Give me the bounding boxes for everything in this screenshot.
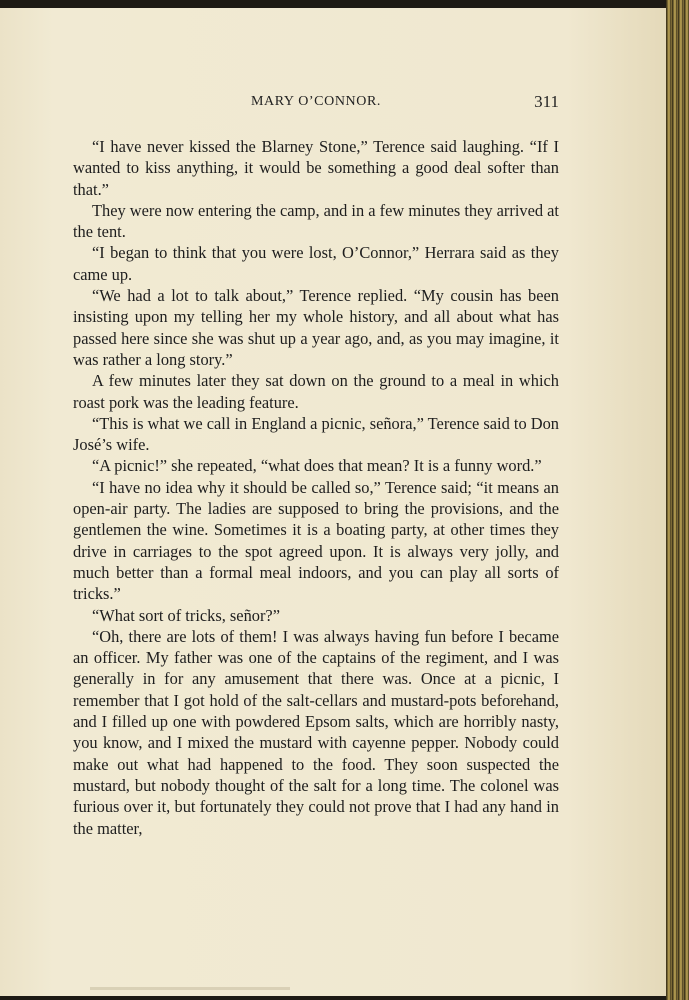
book-page-edges bbox=[666, 0, 689, 1000]
paragraph: “We had a lot to talk about,” Terence replied. “My cousin has been insisting upon my telling her my whole history, and all about what has passed here since she was shut up a year ago, and, as you may imagine, it was rather a long story.” bbox=[73, 286, 559, 369]
paragraph: “This is what we call in England a picnic, señora,” Terence said to Don José’s wife. bbox=[73, 413, 559, 455]
paragraph: “A picnic!” she repeated, “what does that mean? It is a funny word.” bbox=[92, 456, 542, 476]
paragraph: “Oh, there are lots of them! I was always having fun before I became an officer. My father was one of the captains of the regiment, and I was generally in for any amusement that there was. Once at a picnic, I remember that I got hold of the salt-cellars and mustard-pots beforehand, and I filled up one with powdered Epsom salts, which are horribly nasty, you know, and I mixed the mustard with cayenne pepper. Nobody could make out what had happened to the food. They soon suspected the mustard, but nobody thought of the salt for a long time. The colonel was furious over it, but fortunately they could not prove that I had any hand in the matter, bbox=[73, 626, 559, 838]
paragraph: “What sort of tricks, señor?” bbox=[92, 605, 280, 625]
page-header bbox=[73, 92, 559, 116]
paragraph: A few minutes later they sat down on the ground to a meal in which roast pork was the leading feature. bbox=[73, 371, 559, 412]
book-page bbox=[0, 8, 666, 996]
paragraph: They were now entering the camp, and in a few minutes they arrived at the tent. bbox=[73, 200, 559, 242]
page-smudge bbox=[90, 987, 290, 990]
paragraph: “I began to think that you were lost, O’Connor,” Herrara said as they came up. bbox=[73, 243, 559, 284]
page-number: 311 bbox=[534, 92, 559, 111]
body-text bbox=[73, 136, 559, 839]
paragraph: “I have no idea why it should be called so,” Terence said; “it means an open-air party. The ladies are supposed to bring the provisions, and the gentlemen the wine. Sometimes it is a boating party, at other times they drive in carriages to the spot agreed upon. It is always very jolly, and much better than a formal meal indoors, and you can play all sorts of tricks.” bbox=[73, 477, 559, 604]
paragraph: “I have never kissed the Blarney Stone,” Terence said laughing. “If I wanted to kiss anything, it would be something a good deal softer than that.” bbox=[73, 137, 559, 199]
running-head: MARY O’CONNOR. bbox=[250, 94, 381, 109]
